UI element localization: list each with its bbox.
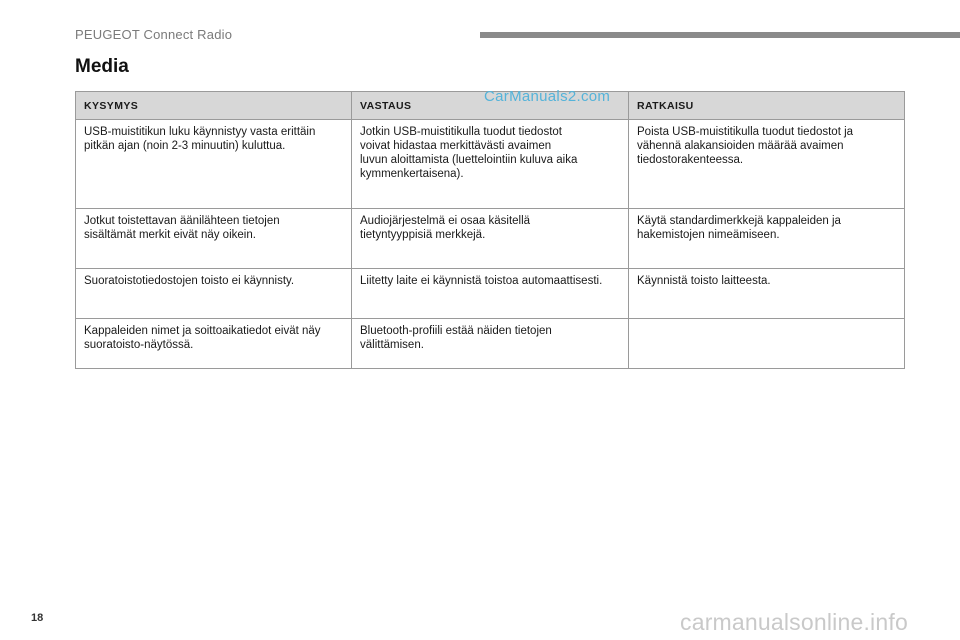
answer-cell: Jotkin USB-muistitikulla tuodut tiedostot voivat hidastaa merkittävästi avaimen luvun aloittamista (luettelointiin kuluva aika kymmenkertaisena).	[352, 120, 629, 209]
troubleshooting-table	[75, 91, 905, 369]
column-header-answer: VASTAUS	[352, 92, 629, 120]
solution-cell	[629, 319, 905, 369]
question-cell: Jotkut toistettavan äänilähteen tietojen sisältämät merkit eivät näy oikein.	[76, 209, 352, 269]
table-row	[76, 209, 905, 269]
column-header-question: KYSYMYS	[76, 92, 352, 120]
watermark-carmanuals2: CarManuals2.com	[484, 88, 611, 105]
table-row	[76, 120, 905, 209]
header-divider-bar	[480, 32, 960, 38]
answer-cell: Bluetooth-profiili estää näiden tietojen välittämisen.	[352, 319, 629, 369]
solution-cell: Käytä standardimerkkejä kappaleiden ja hakemistojen nimeämiseen.	[629, 209, 905, 269]
solution-cell: Poista USB-muistitikulla tuodut tiedostot ja vähennä alakansioiden määrää avaimen tiedostorakenteessa.	[629, 120, 905, 209]
answer-cell: Audiojärjestelmä ei osaa käsitellä tietyntyyppisiä merkkejä.	[352, 209, 629, 269]
table-row	[76, 319, 905, 369]
watermark-carmanualsonline: carmanualsonline.info	[680, 609, 908, 635]
question-cell: Kappaleiden nimet ja soittoaikatiedot eivät näy suoratoisto-näytössä.	[76, 319, 352, 369]
manual-header-title: PEUGEOT Connect Radio	[75, 27, 233, 42]
question-cell: USB-muistitikun luku käynnistyy vasta erittäin pitkän ajan (noin 2-3 minuutin) kuluttua.	[76, 120, 352, 209]
table-row	[76, 269, 905, 319]
solution-cell: Käynnistä toisto laitteesta.	[629, 269, 905, 319]
page-number: 18	[31, 612, 44, 624]
answer-cell: Liitetty laite ei käynnistä toistoa automaattisesti.	[352, 269, 629, 319]
question-cell: Suoratoistotiedostojen toisto ei käynnisty.	[76, 269, 352, 319]
section-title: Media	[75, 56, 129, 77]
column-header-solution: RATKAISU	[629, 92, 905, 120]
